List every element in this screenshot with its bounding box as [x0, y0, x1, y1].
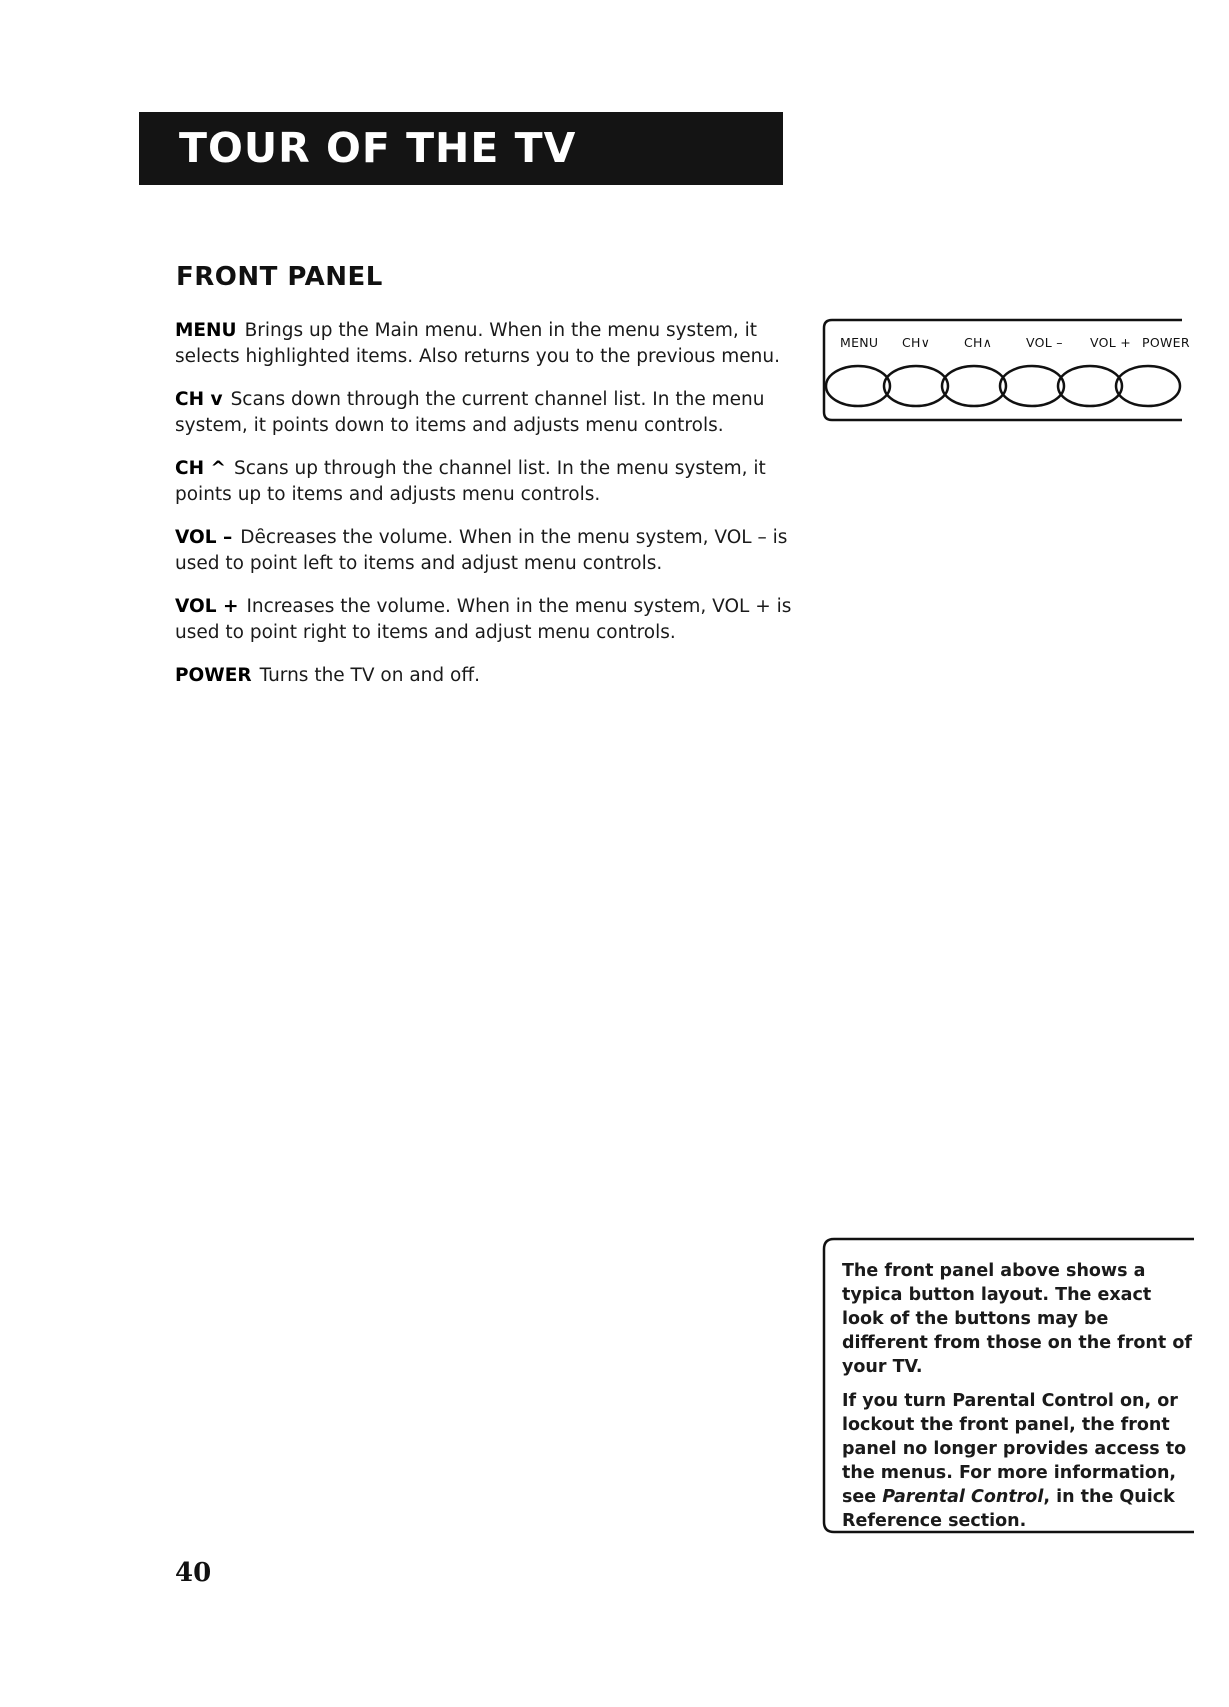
- entry-ch-up: [175, 456, 795, 508]
- parental-control-reference: Parental Control: [882, 1487, 1044, 1507]
- entry-text: Brings up the Main menu. When in the menu system, it selects highlighted items. Also returns you to the previous menu.: [175, 320, 781, 367]
- panel-label-power: POWER: [1142, 335, 1190, 350]
- entry-text: Turns the TV on and off.: [259, 665, 480, 686]
- entry-vol-up: [175, 594, 795, 646]
- panel-button-ch-up: [942, 366, 1006, 406]
- panel-button-menu: [826, 366, 890, 406]
- note-box: [822, 1237, 1196, 1534]
- panel-button-vol-up: [1058, 366, 1122, 406]
- panel-label-ch-down: CH∨: [902, 335, 931, 350]
- panel-button-vol-down: [1000, 366, 1064, 406]
- panel-button-power: [1116, 366, 1180, 406]
- chapter-banner: [139, 112, 783, 185]
- front-panel-illustration: [822, 318, 1190, 422]
- entry-text: Scans up through the channel list. In the menu system, it points up to items and adjusts menu controls.: [175, 458, 766, 505]
- entry-vol-down: [175, 525, 795, 577]
- entry-text: Scans down through the current channel list. In the menu system, it points down to items and adjusts menu controls.: [175, 389, 765, 436]
- entry-text: Increases the volume. When in the menu system, VOL + is used to point right to items and adjust menu controls.: [175, 596, 792, 643]
- button-descriptions: [175, 318, 795, 706]
- entry-key: VOL +: [175, 596, 239, 617]
- note-paragraph-2: If you turn Parental Control on, or lockout the front panel, the front panel no longer provides access to the menus. For more information, see Parental Control, in the Quick Reference section.: [842, 1391, 1187, 1531]
- chapter-title: TOUR OF THE TV: [179, 124, 577, 172]
- section-title: FRONT PANEL: [176, 262, 383, 292]
- entry-power: [175, 663, 795, 689]
- panel-label-menu: MENU: [840, 335, 879, 350]
- entry-text: Dȇcreases the volume. When in the menu system, VOL – is used to point left to items and adjust menu controls.: [175, 527, 788, 574]
- entry-key: VOL –: [175, 527, 233, 548]
- panel-button-ch-down: [884, 366, 948, 406]
- entry-key: MENU: [175, 320, 237, 341]
- entry-key: CH ^: [175, 458, 227, 479]
- panel-label-vol-down: VOL –: [1026, 335, 1063, 350]
- entry-key: CH v: [175, 389, 223, 410]
- panel-label-ch-up: CH∧: [964, 335, 993, 350]
- note-paragraph-1: The front panel above shows a typica button layout. The exact look of the buttons may be different from those on the front of your TV.: [842, 1261, 1192, 1377]
- front-panel-frame: [822, 318, 1184, 422]
- entry-menu: [175, 318, 795, 370]
- entry-ch-down: [175, 387, 795, 439]
- panel-label-vol-up: VOL +: [1090, 335, 1132, 350]
- note-text: [842, 1259, 1192, 1543]
- panel-labels: [840, 335, 1190, 355]
- entry-key: POWER: [175, 665, 252, 686]
- page-number: 40: [175, 1558, 212, 1588]
